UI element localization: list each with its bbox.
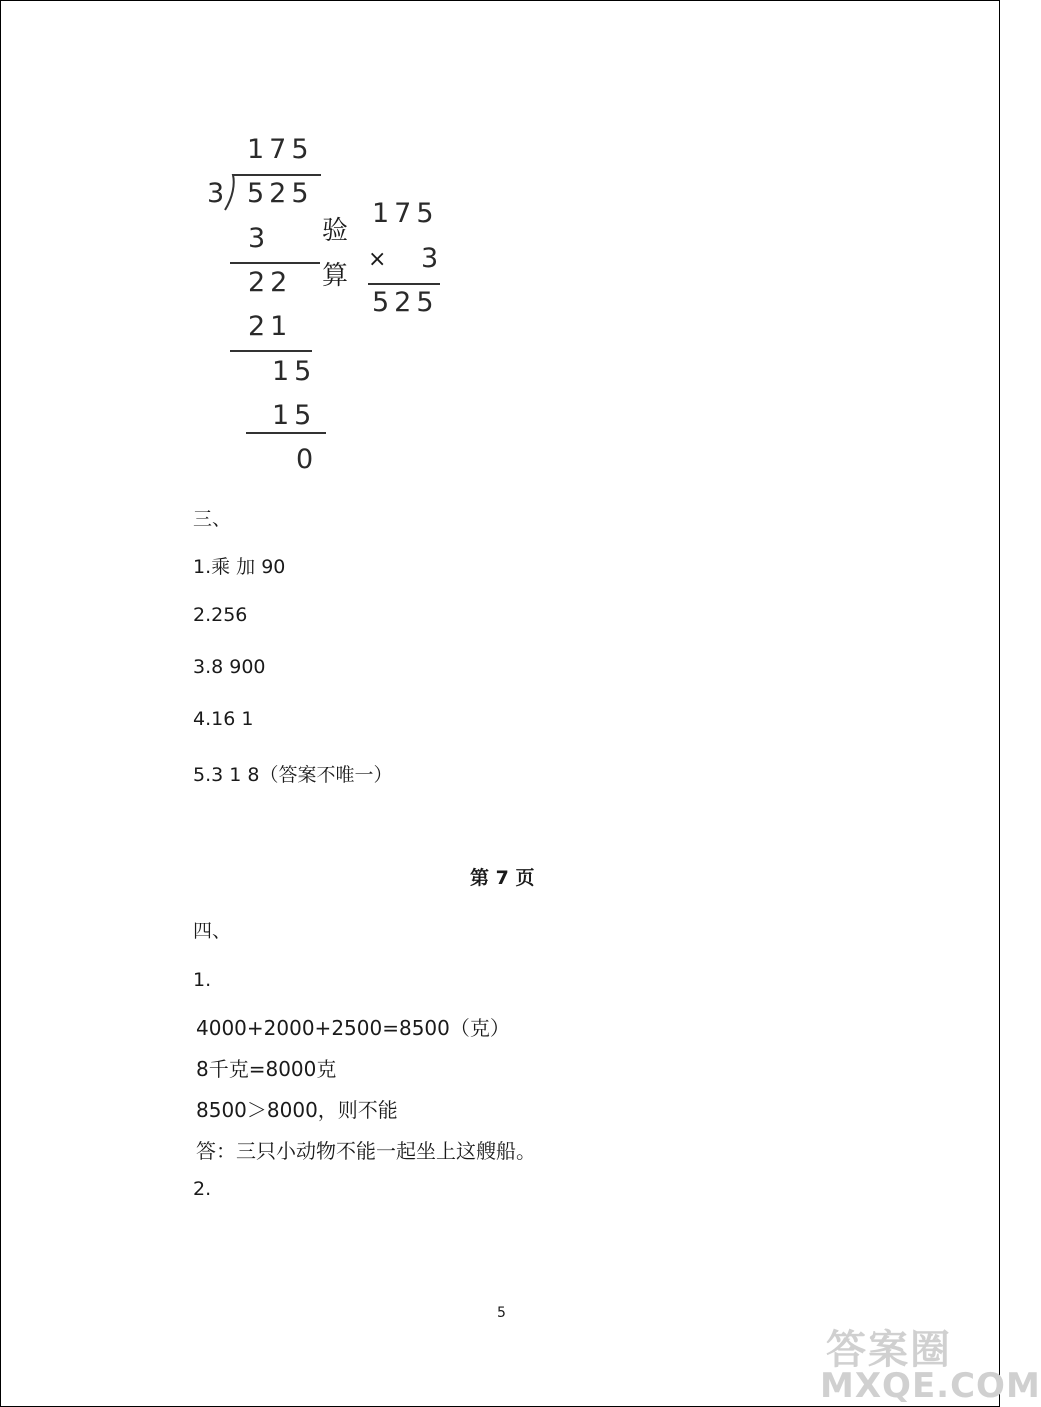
page-title: 第 7 页 [470, 867, 535, 889]
check-line [368, 283, 440, 285]
solution-line-3: 8500＞8000，则不能 [196, 1098, 398, 1122]
solution-line-2: 8千克=8000克 [196, 1057, 337, 1081]
division-line-2 [230, 350, 312, 352]
quotient: 175 [247, 134, 314, 165]
watermark-cn: 答案圈 [826, 1327, 952, 1373]
multiplier: 3 [421, 243, 444, 274]
section3-heading: 三、 [193, 508, 232, 530]
solution-line-1: 4000+2000+2500=8500（克） [196, 1016, 510, 1040]
division-line-1 [230, 262, 320, 264]
divisor: 3 [207, 178, 230, 209]
section3-item-5: 5.3 1 8（答案不唯一） [193, 764, 393, 786]
step-5: 15 [272, 400, 317, 431]
section3-item-4: 4.16 1 [193, 708, 254, 730]
watermark-en: MXQE.COM [820, 1366, 1041, 1406]
step-1: 3 [248, 223, 271, 254]
dividend: 525 [247, 178, 314, 209]
step-3: 21 [248, 311, 293, 342]
remainder: 0 [296, 444, 319, 475]
check-label-1: 验 [322, 216, 349, 246]
section3-item-2: 2.256 [193, 604, 248, 626]
multiply-sign: × [368, 247, 387, 272]
section4-q2-label: 2. [193, 1178, 212, 1200]
multiplicand: 175 [372, 198, 439, 229]
section4-q1-label: 1. [193, 969, 212, 991]
section4-heading: 四、 [193, 920, 232, 942]
division-line-3 [246, 432, 326, 434]
section3-item-3: 3.8 900 [193, 656, 266, 678]
section3-item-1: 1.乘 加 90 [193, 556, 286, 578]
page-number: 5 [497, 1305, 506, 1321]
product: 525 [372, 287, 439, 318]
step-4: 15 [272, 356, 317, 387]
check-label-2: 算 [322, 261, 349, 291]
answer-line: 答：三只小动物不能一起坐上这艘船。 [196, 1139, 536, 1163]
step-2: 22 [248, 267, 293, 298]
